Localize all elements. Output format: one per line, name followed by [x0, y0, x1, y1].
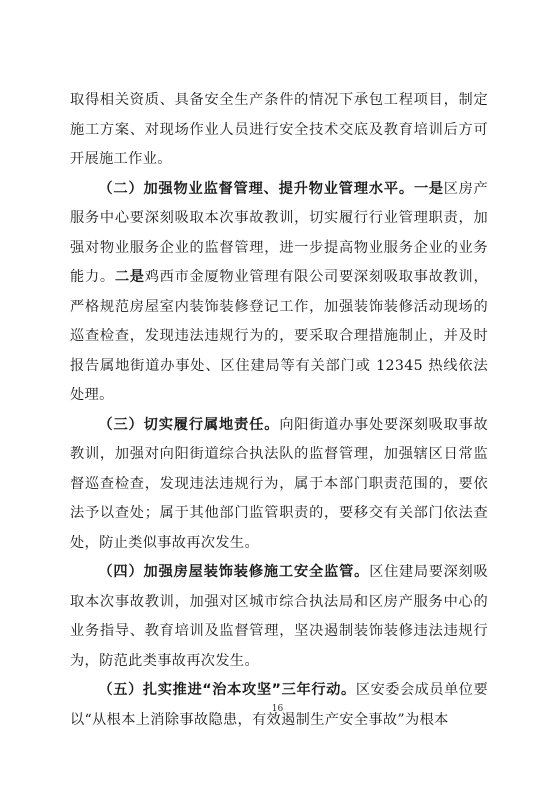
section-heading-2: （二）加强物业监督管理、提升物业管理水平。 [98, 180, 414, 197]
paragraph-text: 区房产服务中心要深刻吸取本次事故教训，切实履行行业管理职责，加强对物业服务企业的监督管理，进一步提高物业服务企业的业务能力。 [70, 180, 488, 285]
paragraph-text: 区安委会成员单位要以“从根本上消除事故隐患，有效遏制生产安全事故”为根本 [70, 682, 488, 728]
paragraph-text: 区住建局要深刻吸取本次事故教训，加强对区城市综合执法局和区房产服务中心的业务指导、教育培训及监督管理，坚决遏制装饰装修违法违规行为，防范此类事故再次发生。 [70, 564, 488, 669]
paragraph-continuation [70, 86, 488, 175]
paragraph-property-management [70, 175, 488, 411]
paragraph-renovation-supervision [70, 558, 488, 676]
paragraph-text: 鸡西市金厦物业管理有限公司要深刻吸取事故教训，严格规范房屋室内装饰装修登记工作，加强装饰装修活动现场的巡查检查，发现违法违规行为的，要采取合理措施制止，并及时报告属地街道办事处、区住建局等有关部门或 12345 热线依法处理。 [70, 269, 488, 403]
emphasis-second: 二是 [114, 269, 145, 285]
paragraph-text: 取得相关资质、具备安全生产条件的情况下承包工程项目，制定施工方案、对现场作业人员进行安全技术交底及教育培训后方可开展施工作业。 [70, 92, 488, 167]
section-heading-3: （三）切实履行属地责任。 [98, 416, 280, 433]
paragraph-territorial-duty [70, 411, 488, 559]
emphasis-first: 一是 [413, 180, 444, 197]
document-body [70, 86, 488, 735]
paragraph-text: 向阳街道办事处要深刻吸取事故教训，加强对向阳街道综合执法队的监督管理，加强辖区日常监督巡查检查，发现违法违规行为，属于本部门职责范围的，要依法予以查处；属于其他部门监管职责的，要移交有关部门依法查处，防止类似事故再次发生。 [70, 416, 488, 551]
page-number: 16 [271, 704, 284, 714]
section-heading-5: （五）扎实推进“治本攻坚”三年行动。 [98, 682, 356, 698]
section-heading-4: （四）加强房屋装饰装修施工安全监管。 [98, 564, 370, 580]
